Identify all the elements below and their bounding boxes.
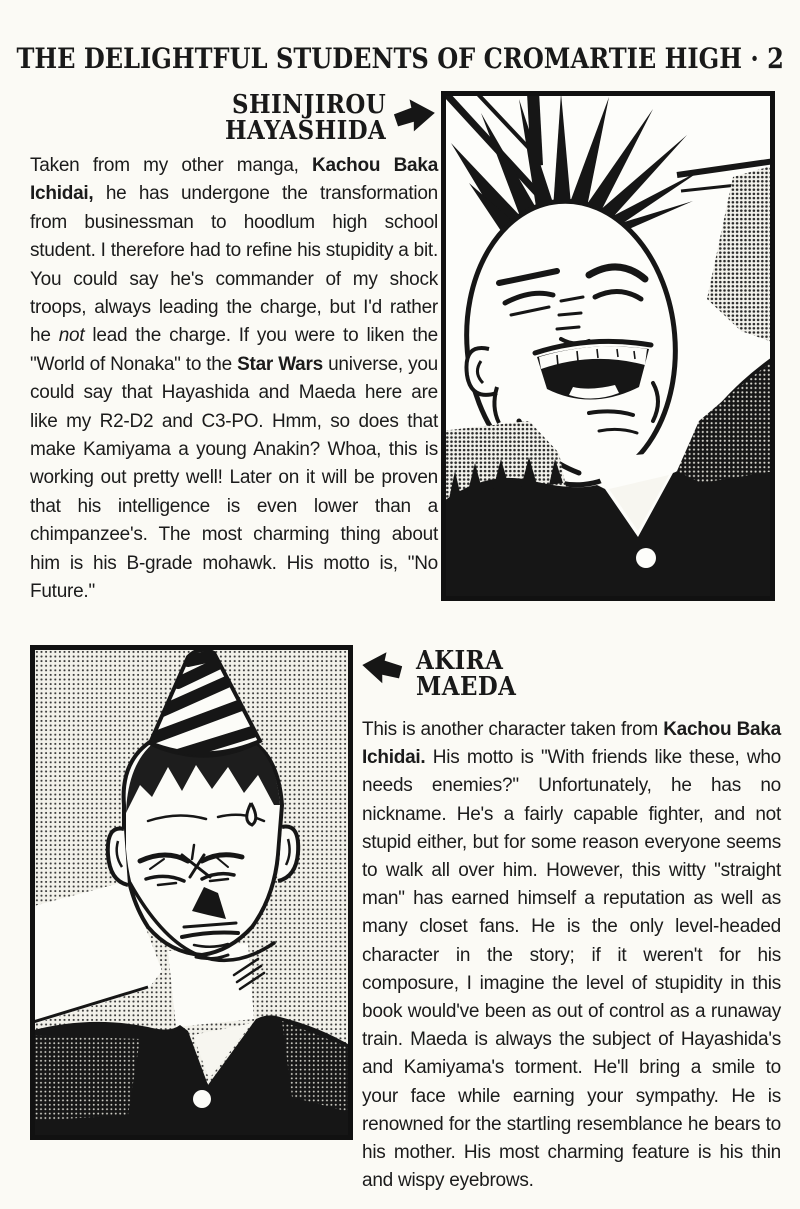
maeda-name (416, 648, 530, 700)
heading-line: HAYASHIDA (224, 116, 386, 146)
maeda-portrait-art (30, 645, 353, 1140)
left-arrow-icon (360, 648, 404, 688)
hayashida-portrait-art (441, 91, 775, 601)
maeda-portrait-panel (30, 645, 353, 1140)
hayashida-portrait-panel (441, 91, 775, 601)
neck (168, 943, 254, 1027)
uniform-button (193, 1090, 211, 1108)
maeda-heading (362, 648, 530, 700)
hayashida-heading (178, 92, 436, 144)
heading-line: MAEDA (416, 672, 517, 702)
hayashida-description: Taken from my other manga, Kachou Baka Ichidai, he has undergone the transformation from businessman to hoodlum high school student. I therefore had to refine his stupidity a bit. You could say he's commander of my shock troops, always leading the charge, but I'd rather he not lead the charge. If you were to liken the "World of Nonaka" to the Star Wars universe, you could say that Hayashida and Maeda here are like my R2-D2 and C3-PO. Hmm, so does that make Kamiyama a young Anakin? Whoa, this is working out pretty well! Later on it will be proven that his intelligence is even lower than a chimpanzee's. The most charming thing about him is his B-grade mohawk. His motto is, "No Future." (30, 155, 439, 603)
hayashida-name (203, 92, 386, 144)
heading-line: SHINJIROU (231, 90, 386, 120)
page-title-row (0, 42, 800, 75)
heading-line: AKIRA (416, 646, 504, 676)
maeda-description: This is another character taken from Kachou Baka Ichidai. His motto is "With friends like these, who needs enemies?" Unfortunately, he has no nickname. He's a fairly capable fighter, and not stupid either, but for some reason everyone seems to walk all over him. However, this witty "straight man" has earned himself a reputation as well as many closet fans. He is the only level-headed character in the story; if it weren't for his composure, I imagine the level of stupidity in this book would've been as out of control as a runaway train. Maeda is always the subject of Hayashida's and Kamiyama's torment. He'll bring a smile to your face while earning your sympathy. He is renowned for the startling resemblance he bears to his mother. His most charming feature is his thin and wispy eyebrows. (362, 719, 781, 1192)
uniform-button (636, 548, 656, 568)
right-arrow-icon (392, 94, 438, 136)
page-title: THE DELIGHTFUL STUDENTS OF CROMARTIE HIGH · 2 (16, 42, 784, 75)
